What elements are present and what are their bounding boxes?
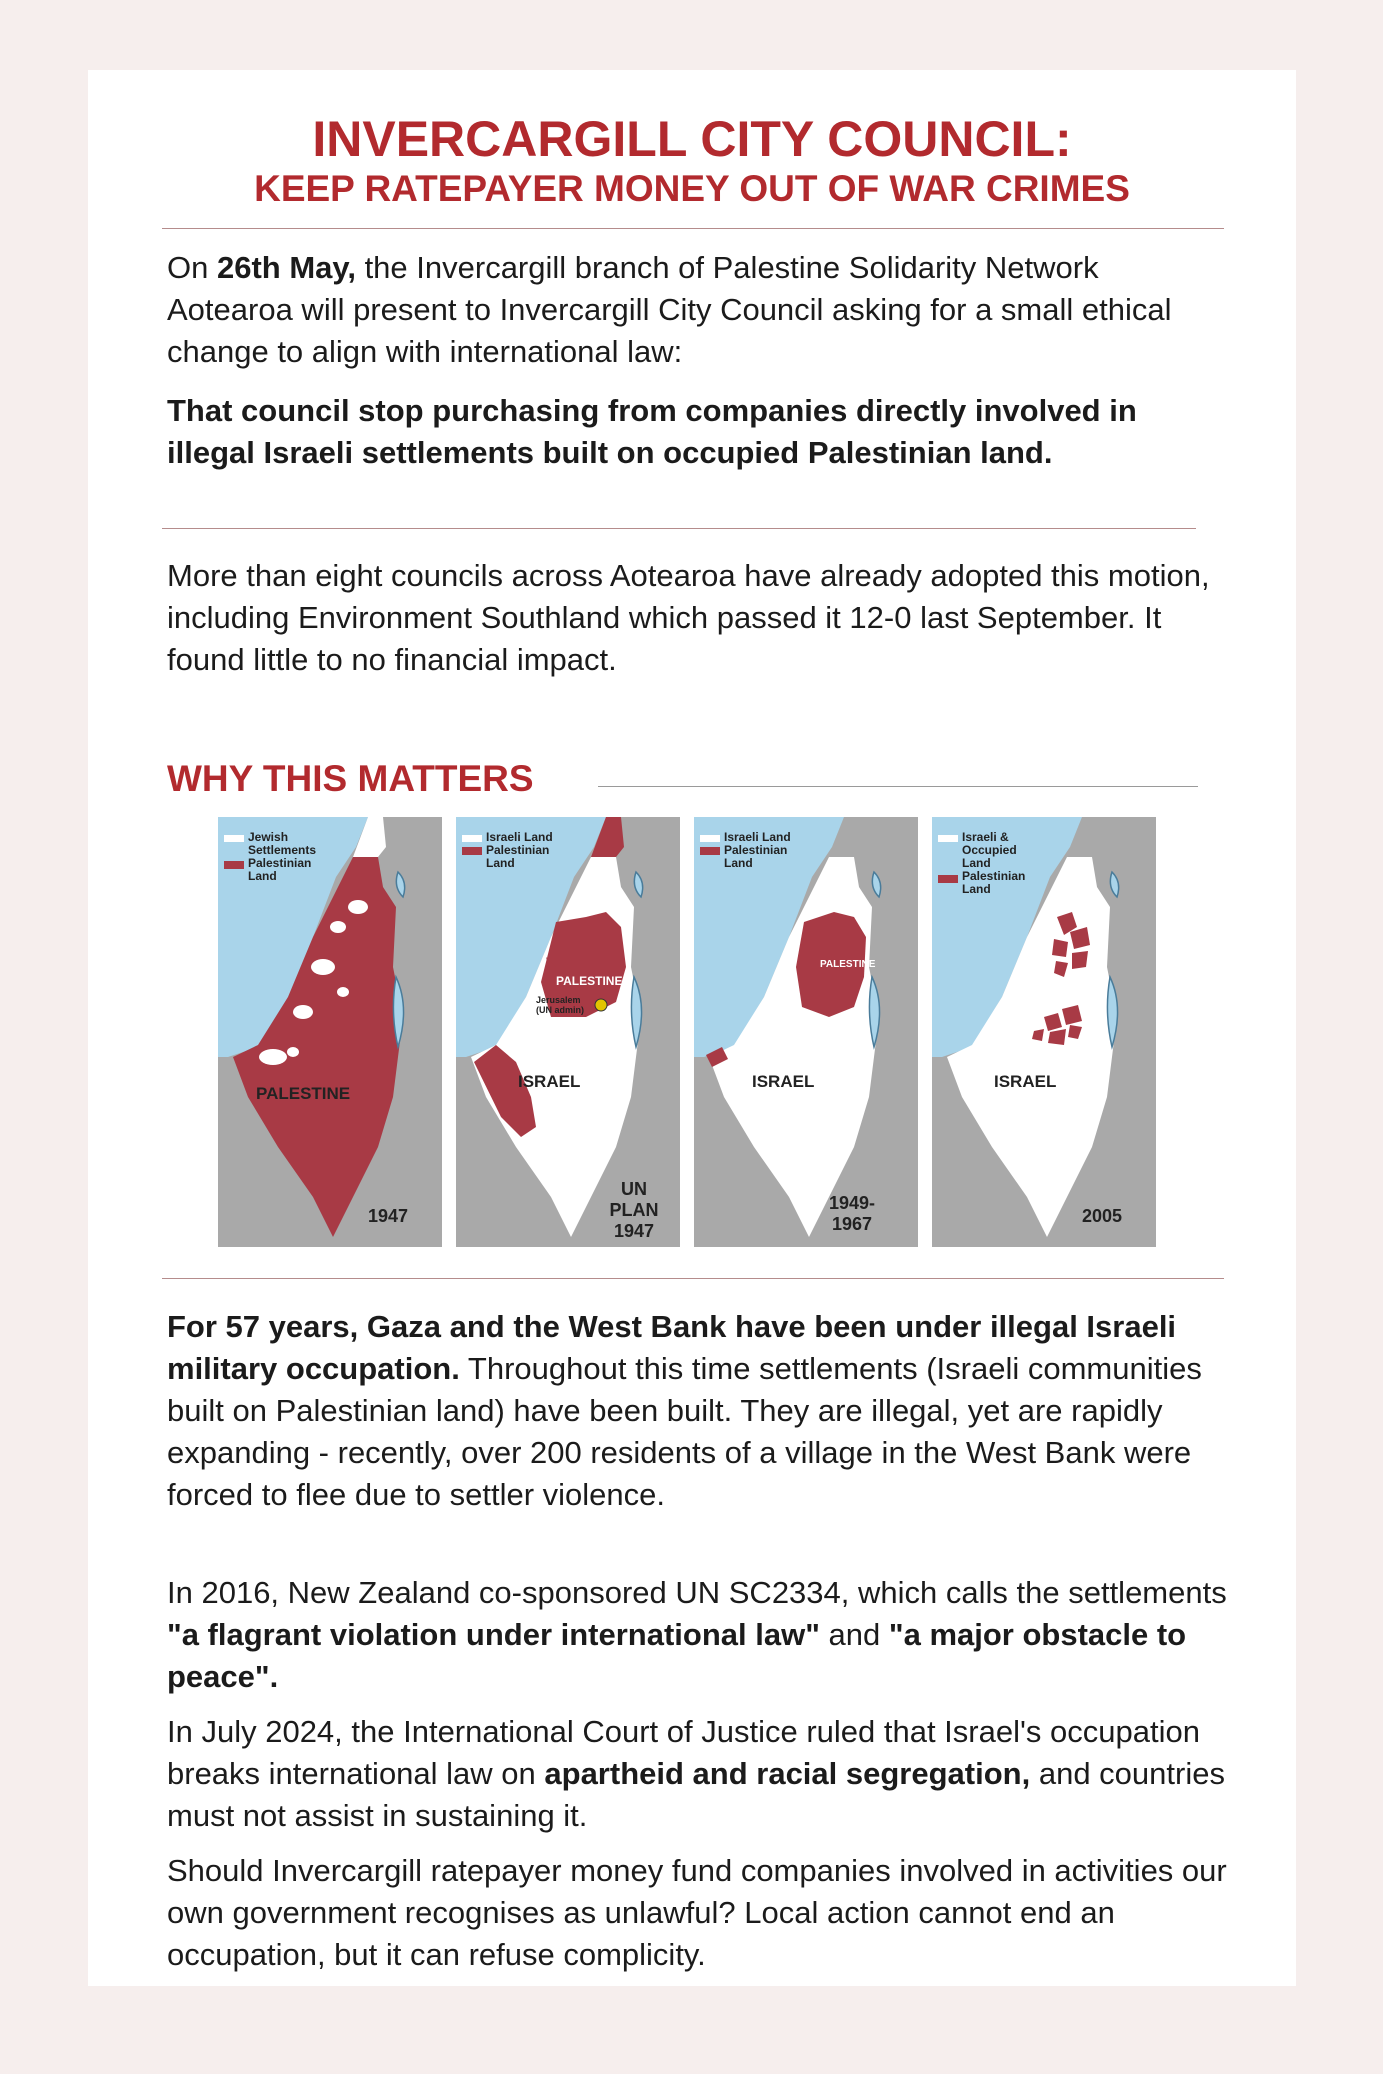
icj-paragraph: In July 2024, the International Court of Justice ruled that Israel's occupation breaks international law on apartheid and racial segregation, and countries must not assist in sustaining it. [167, 1714, 1225, 1833]
map-legend-label: Land [486, 856, 515, 870]
page-title: INVERCARGILL CITY COUNCIL: [312, 111, 1072, 167]
map-legend-label: Land [962, 882, 991, 896]
page-subtitle: KEEP RATEPAYER MONEY OUT OF WAR CRIMES [254, 168, 1130, 209]
closing-paragraph: Should Invercargill ratepayer money fund companies involved in activities our own government recognises as unlawful? Local action cannot end an occupation, but it can refuse complicity. [167, 1853, 1227, 1972]
map-city-label: (UN admin) [536, 1005, 584, 1015]
divider [162, 1278, 1224, 1279]
map-legend-label: Land [724, 856, 753, 870]
map-year-label: 1949- [828, 1193, 876, 1213]
map-year-label: UN [621, 1179, 647, 1199]
map-legend-label: Land [248, 869, 277, 883]
map-legend-label: Palestinian [248, 856, 312, 870]
map-region-label: PALESTINE [556, 974, 623, 988]
map-region-label: ISRAEL [518, 1072, 581, 1091]
map-legend-label: Israeli Land [724, 830, 791, 844]
map-legend-label: Palestinian [962, 869, 1026, 883]
map-year-label: PLAN [609, 1200, 659, 1220]
map-legend-label: Israeli & [962, 830, 1009, 844]
map-year-label: 1947 [368, 1206, 409, 1226]
heading-rule [598, 786, 1198, 787]
map-legend-label: Land [962, 856, 991, 870]
map-city-label: Jerusalem [536, 995, 581, 1005]
map-un-plan-1947 [456, 817, 680, 1247]
un-resolution-paragraph: In 2016, New Zealand co-sponsored UN SC2334, which calls the settlements "a flagrant violation under international law" and "a major obstacle to peace". [167, 1575, 1227, 1694]
occupation-paragraph: For 57 years, Gaza and the West Bank have been under illegal Israeli military occupation. Throughout this time settlements (Israeli communities built on Palestinian land) have been built. They are illegal, yet are rapidly expanding - recently, over 200 residents of a village in the West Bank were forced to flee due to settler violence. [167, 1309, 1202, 1512]
map-1949-1967 [694, 817, 918, 1247]
map-legend-label: Occupied [962, 843, 1017, 857]
map-legend-label: Jewish [248, 830, 289, 844]
map-year-label: 1967 [831, 1214, 873, 1234]
map-region-label: ISRAEL [752, 1072, 815, 1091]
divider [162, 228, 1224, 229]
section-heading: WHY THIS MATTERS [167, 758, 534, 799]
map-legend-label: Settlements [248, 843, 317, 857]
flyer-page [88, 70, 1296, 1986]
map-region-label: PALESTINE [820, 959, 876, 970]
map-year-label: 2005 [1082, 1206, 1123, 1226]
map-year-label: 1947 [613, 1221, 655, 1241]
map-1947 [218, 817, 442, 1247]
map-legend-label: Palestinian [486, 843, 550, 857]
map-legend-label: Israeli Land [486, 830, 553, 844]
map-region-label: ISRAEL [994, 1072, 1057, 1091]
map-series [218, 817, 1158, 1247]
motion-statement: That council stop purchasing from companies directly involved in illegal Israeli settlements built on occupied Palestinian land. [167, 393, 1137, 470]
councils-paragraph: More than eight councils across Aotearoa have already adopted this motion, including Environment Southland which passed it 12-0 last September. It found little to no financial impact. [167, 558, 1210, 677]
intro-paragraph: On 26th May, the Invercargill branch of Palestine Solidarity Network Aotearoa will present to Invercargill City Council asking for a small ethical change to align with international law: [167, 250, 1172, 369]
map-region-label: PALESTINE [256, 1084, 351, 1103]
divider [162, 528, 1196, 529]
map-2005 [932, 817, 1156, 1247]
map-legend-label: Palestinian [724, 843, 788, 857]
event-date: 26th May, [216, 250, 356, 285]
